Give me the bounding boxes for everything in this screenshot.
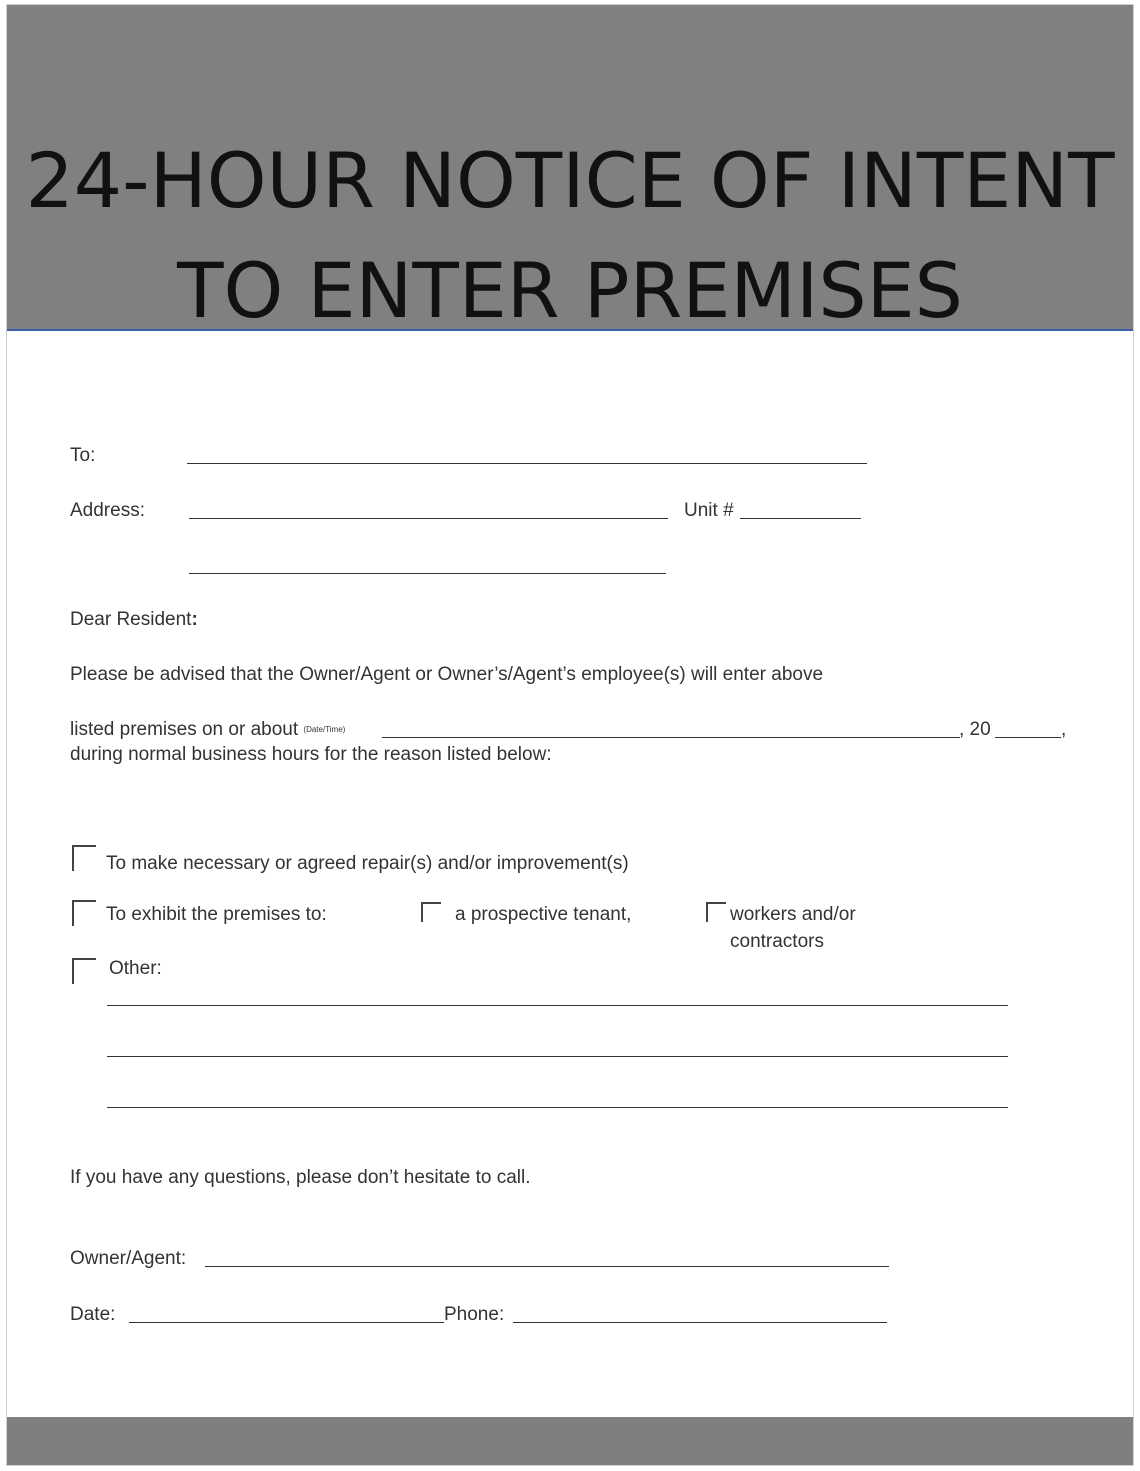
other-checkbox[interactable] (72, 958, 96, 984)
phone-label: Phone: (444, 1304, 505, 1325)
year-suffix: , (1061, 719, 1067, 740)
unit-field[interactable] (740, 518, 861, 519)
phone-field[interactable] (513, 1322, 887, 1323)
address-field-line2[interactable] (189, 573, 666, 574)
date-time-hint: (Date/Time) (303, 725, 346, 735)
entry-date-label: listed premises on or about (Date/Time) (70, 719, 346, 740)
other-label: Other: (109, 958, 162, 979)
date-field[interactable] (129, 1322, 444, 1323)
title-banner (7, 5, 1133, 335)
business-hours-text: during normal business hours for the reason listed below: (70, 744, 552, 765)
entry-date-field[interactable] (382, 737, 960, 738)
workers-label-line1: workers and/or (730, 904, 856, 925)
to-field[interactable] (187, 463, 867, 464)
exhibit-checkbox[interactable] (72, 900, 96, 926)
prospective-tenant-label: a prospective tenant, (455, 904, 632, 925)
date-label: Date: (70, 1304, 116, 1325)
repairs-checkbox[interactable] (72, 845, 96, 871)
other-reason-field-line2[interactable] (107, 1056, 1008, 1057)
footer-bar (7, 1417, 1133, 1465)
other-reason-field-line3[interactable] (107, 1107, 1008, 1108)
document-title-line2: TO ENTER PREMISES (177, 246, 963, 335)
document-title-line1: 24-HOUR NOTICE OF INTENT (25, 136, 1115, 225)
unit-label: Unit # (684, 500, 734, 521)
workers-label-line2: contractors (730, 931, 824, 952)
exhibit-label: To exhibit the premises to: (106, 904, 327, 925)
workers-checkbox[interactable] (706, 902, 726, 922)
address-label: Address: (70, 500, 145, 521)
owner-agent-field[interactable] (205, 1266, 889, 1267)
notice-paragraph: Please be advised that the Owner/Agent or Owner’s/Agent’s employee(s) will enter above (70, 664, 824, 685)
address-field-line1[interactable] (189, 518, 668, 519)
entry-year-field[interactable] (995, 737, 1061, 738)
owner-agent-label: Owner/Agent: (70, 1248, 187, 1269)
to-label: To: (70, 445, 96, 466)
repairs-label: To make necessary or agreed repair(s) and/or improvement(s) (106, 853, 629, 874)
closing-text: If you have any questions, please don’t hesitate to call. (70, 1167, 531, 1188)
prospective-tenant-checkbox[interactable] (421, 902, 441, 922)
other-reason-field-line1[interactable] (107, 1005, 1008, 1006)
document-page (6, 4, 1134, 1466)
salutation: Dear Resident: (70, 609, 198, 630)
year-prefix: , 20 (959, 719, 991, 740)
